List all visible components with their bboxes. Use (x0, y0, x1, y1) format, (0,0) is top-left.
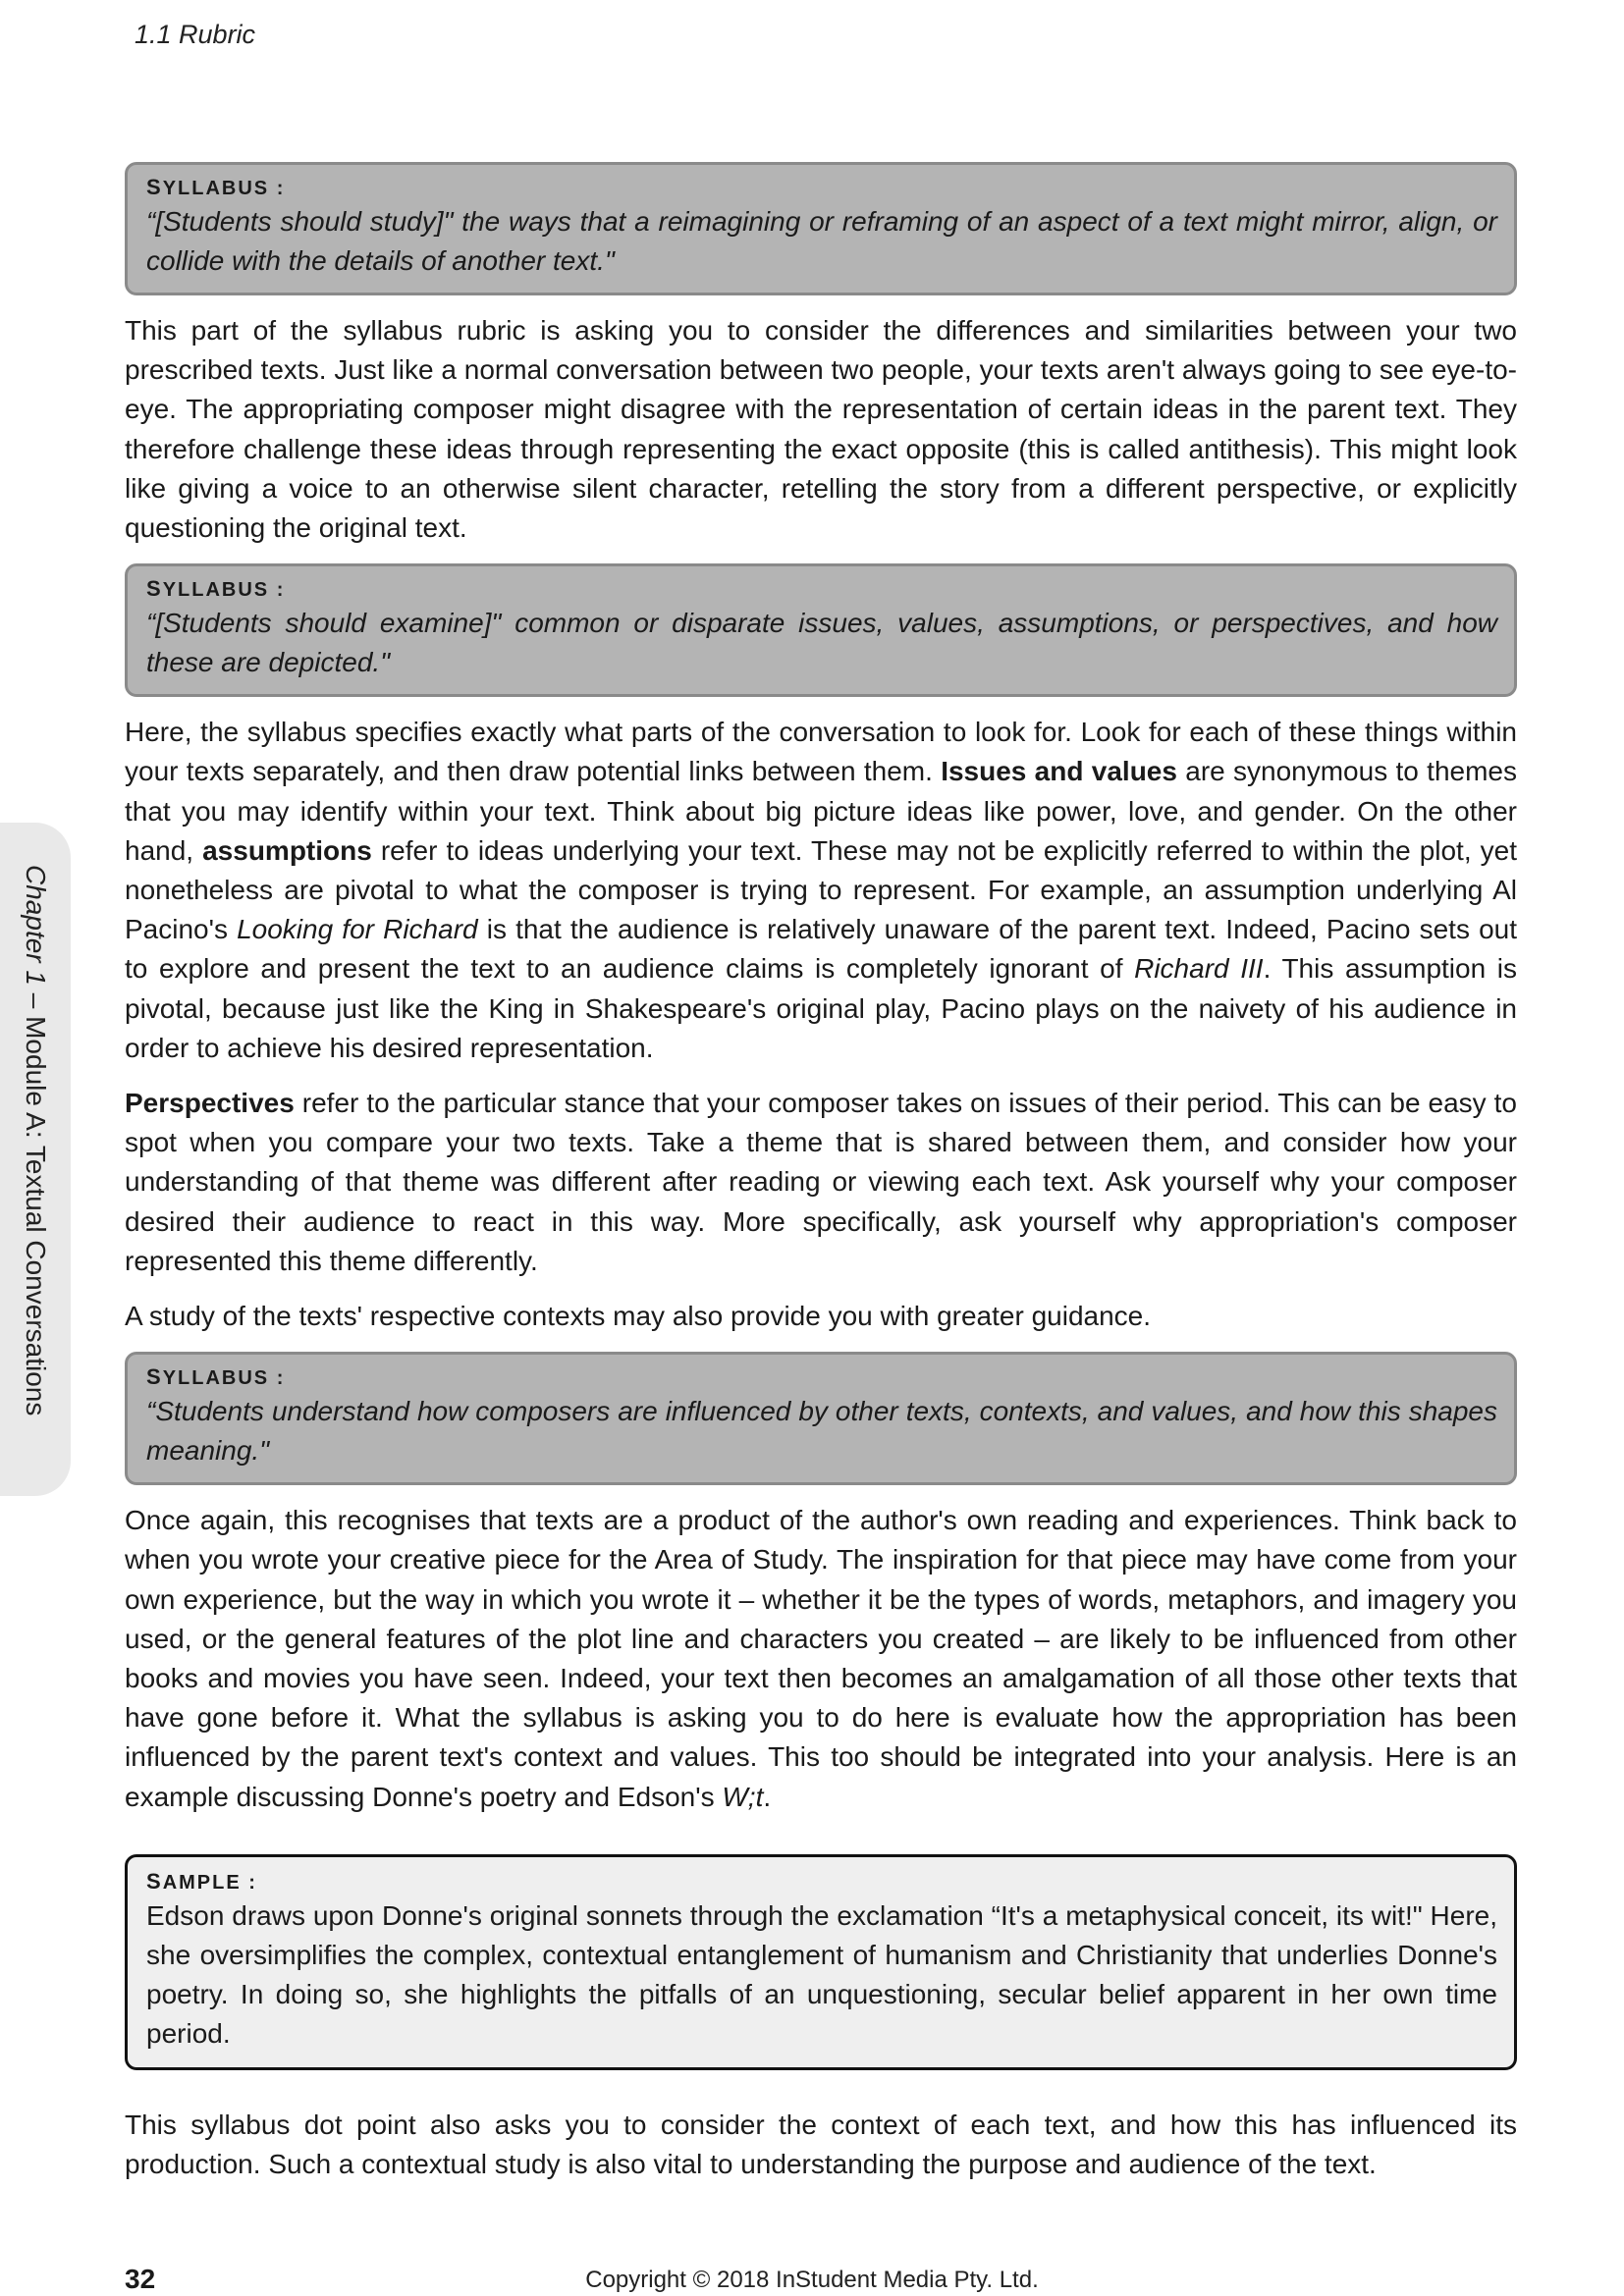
chapter-side-tab-label (20, 865, 51, 1415)
sample-label: SAMPLE : (146, 1868, 257, 1894)
copyright-notice: Copyright © 2018 InStudent Media Pty. Ltd. (585, 2267, 1039, 2293)
body-paragraph: This syllabus dot point also asks you to consider the context of each text, and how this has influenced its production. Such a contextual study is also vital to understanding the purpose and audience of the text. (125, 2109, 1517, 2180)
page-number: 32 (125, 2264, 156, 2294)
page-content (125, 162, 1517, 2200)
syllabus-label: SYLLABUS : (146, 175, 286, 199)
body-paragraph: Perspectives refer to the particular stance that your composer takes on issues of their period. This can be easy to spot when you compare your two texts. Take a theme that is shared between them, and consider how your understanding of that theme was different after reading or viewing each text. Ask yourself why your composer desired their audience to react in this way. More specifically, ask yourself why appropriation's composer represented this theme differently. (125, 1088, 1517, 1276)
italic-title: Richard III (1134, 953, 1264, 985)
syllabus-box (125, 1352, 1517, 1485)
italic-title: Looking for Richard (237, 914, 478, 945)
bold-term: Perspectives (125, 1088, 295, 1119)
chapter-number: Chapter 1 (21, 865, 51, 986)
sample-box (125, 1854, 1517, 2070)
syllabus-box (125, 563, 1517, 697)
sample-text: Edson draws upon Donne's original sonnets through the exclamation “It's a metaphysical conceit, its wit!" Here, she oversimplifies the complex, contextual entanglement of humanism and Christianity that underlies Donne's poetry. In doing so, she highlights the pitfalls of an unquestioning, secular belief apparent in her own time period. (146, 1899, 1497, 2049)
syllabus-quote: “[Students should examine]" common or disparate issues, values, assumptions, or perspectives, and how these are depicted." (146, 608, 1497, 678)
bold-term: assumptions (202, 834, 372, 866)
syllabus-box (125, 162, 1517, 295)
syllabus-quote: “[Students should study]" the ways that a reimagining or reframing of an aspect of a text might mirror, align, or collide with the details of another text." (146, 206, 1497, 276)
running-head: 1.1 Rubric (135, 20, 256, 49)
italic-title: W;t (722, 1781, 764, 1812)
module-title: – Module A: Textual Conversations (21, 985, 51, 1416)
bold-term: Issues and values (941, 756, 1177, 787)
body-paragraph: Once again, this recognises that texts are a product of the author's own reading and experiences. Think back to when you wrote your creative piece for the Area of Study. The inspiration for that piece may have come from your own experience, but the way in which you wrote it – whether it be the types of words, metaphors, and imagery you used, or the general features of the plot line and characters you created – are likely to be influenced from other books and movies you have seen. Indeed, your text then becomes an amalgamation of all those other texts that have gone before it. What the syllabus is asking you to do here is evaluate how the appropriation has been influenced by the parent text's context and values. This too should be integrated into your analysis. Here is an example discussing Donne's poetry and Edson's W;t. (125, 1505, 1517, 1812)
syllabus-quote: “Students understand how composers are influenced by other texts, contexts, and values, and how this shapes meaning." (146, 1396, 1497, 1467)
body-paragraph: Here, the syllabus specifies exactly what parts of the conversation to look for. Look for each of these things within your texts separately, and then draw potential links between them. Issues and values are synonymous to themes that you may identify within your text. Think about big picture ideas like power, love, and gender. On the other hand, assumptions refer to ideas underlying your text. These may not be explicitly referred to within the plot, yet nonetheless are pivotal to what the composer is trying to represent. For example, an assumption underlying Al Pacino's Looking for Richard is that the audience is relatively unaware of the parent text. Indeed, Pacino sets out to explore and present the text to an audience claims is completely ignorant of Richard III. This assumption is pivotal, because just like the King in Shakespeare's original play, Pacino plays on the naivety of his audience in order to achieve his desired representation. (125, 717, 1517, 1063)
syllabus-label: SYLLABUS : (146, 1364, 286, 1390)
syllabus-label: SYLLABUS : (146, 576, 286, 602)
body-paragraph: A study of the texts' respective contexts may also provide you with greater guidance. (125, 1301, 1152, 1332)
body-paragraph: This part of the syllabus rubric is asking you to consider the differences and similarities between your two prescribed texts. Just like a normal conversation between two people, your texts aren't always going to see eye-to-eye. The appropriating composer might disagree with the representation of certain ideas in the parent text. They therefore challenge these ideas through representing the exact opposite (this is called antithesis). This might look like giving a voice to an otherwise silent character, retelling the story from a different perspective, or explicitly questioning the original text. (125, 315, 1517, 544)
